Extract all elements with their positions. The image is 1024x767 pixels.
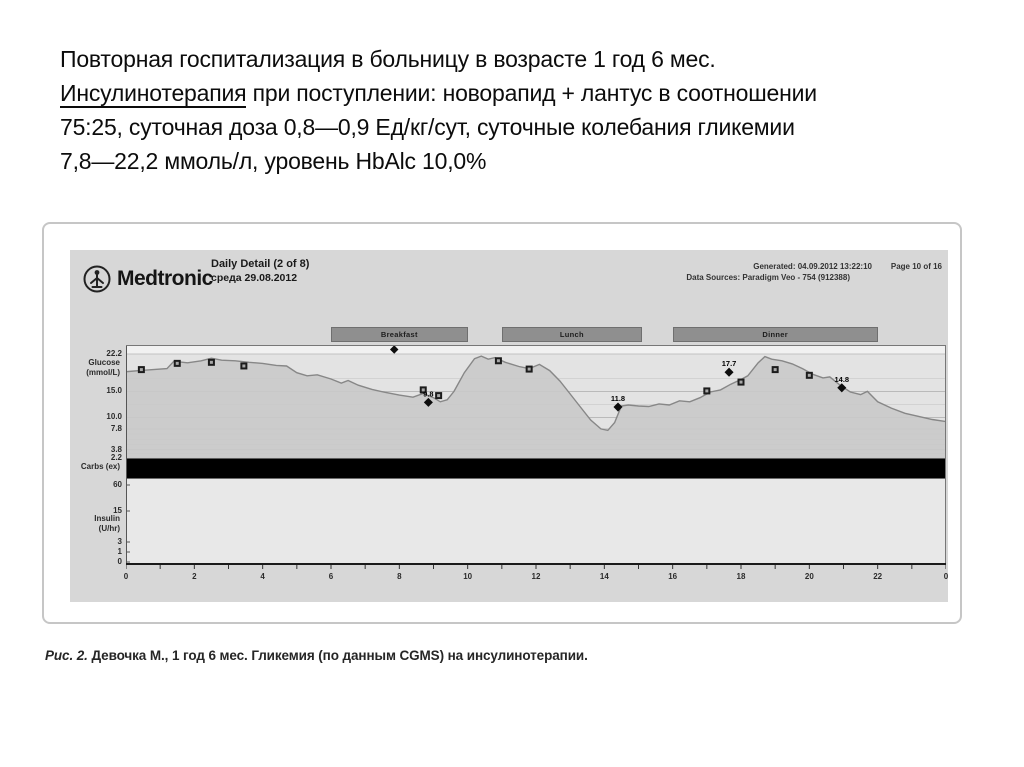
bg-value-label: 14.8 — [834, 374, 850, 384]
glucose-tick-7.8: 7.8 — [110, 423, 122, 433]
underlined-term: Инсулинотерапия — [60, 80, 247, 106]
bg-value-label: 9.8 — [423, 389, 434, 399]
meal-bar-lunch: Lunch — [502, 327, 642, 342]
bg-value-label: 11.8 — [610, 394, 626, 404]
slide-text-line2-rest: при поступлении: новорапид + лантус в соотношении — [246, 80, 817, 106]
lower-tick-1: 1 — [117, 547, 122, 556]
lower-tick-3: 3 — [117, 537, 122, 546]
x-tick-2: 4 — [260, 572, 265, 581]
slide-text-line1: Повторная госпитализация в больницу в возрасте 1 год 6 мес. — [60, 46, 716, 72]
medtronic-wordmark: Medtronic — [117, 267, 213, 290]
report-generated-timestamp: Generated: 04.09.2012 13:22:10 — [753, 262, 872, 271]
x-tick-10: 20 — [804, 572, 814, 581]
x-tick-8: 16 — [668, 572, 678, 581]
figure-caption — [45, 648, 805, 663]
report-page-number: Page 10 of 16 — [890, 262, 942, 271]
slide-text-line4: 7,8—22,2 ммоль/л, уровень HbAlc 10,0% — [60, 148, 487, 174]
x-tick-11: 22 — [873, 572, 883, 581]
slide-text-line2 — [60, 76, 960, 110]
x-tick-9: 18 — [736, 572, 746, 581]
report-date: среда 29.08.2012 — [211, 272, 298, 284]
glucose-axis-label: Glucose (mmol/L) — [86, 358, 120, 377]
glucose-tick-15.0: 15.0 — [106, 386, 122, 396]
x-tick-1: 2 — [192, 572, 197, 581]
report-data-sources: Data Sources: Paradigm Veo - 754 (912388) — [686, 273, 850, 282]
x-tick-5: 10 — [463, 572, 473, 581]
medtronic-logo — [82, 264, 213, 294]
glucose-tick-3.8: 3.8 — [110, 444, 122, 454]
glucose-tick-2.2: 2.2 — [110, 453, 122, 462]
x-tick-12: 0 — [943, 572, 949, 581]
figure-caption-number: Рис. 2. — [45, 648, 88, 663]
cgms-report-panel — [70, 250, 948, 602]
glucose-tick-22.2: 22.2 — [106, 349, 122, 358]
slide-text-block — [60, 42, 960, 178]
x-tick-7: 14 — [599, 572, 609, 581]
lower-tick-15: 15 — [113, 506, 122, 515]
x-tick-4: 8 — [397, 572, 402, 581]
lower-tick-0: 0 — [117, 557, 122, 566]
x-tick-6: 12 — [531, 572, 541, 581]
figure-frame — [42, 222, 962, 624]
carbs-axis-label: Carbs (ex) — [80, 462, 120, 471]
meal-bar-dinner: Dinner — [673, 327, 878, 342]
glucose-tick-10.0: 10.0 — [106, 412, 122, 422]
figure-caption-text: Девочка М., 1 год 6 мес. Гликемия (по данным CGMS) на инсулинотерапии. — [87, 648, 588, 663]
bg-value-label: 17.7 — [721, 359, 737, 369]
medtronic-logo-icon — [82, 264, 112, 294]
carbs-band — [126, 459, 946, 479]
meal-bar-breakfast: Breakfast — [331, 327, 468, 342]
insulin-axis-label: Insulin (U/hr) — [94, 514, 120, 533]
x-tick-3: 6 — [328, 572, 334, 581]
lower-tick-60: 60 — [113, 480, 122, 489]
slide-text-line3: 75:25, суточная доза 0,8—0,9 Ед/кг/сут, суточные колебания гликемии — [60, 114, 795, 140]
glucose-chart-svg — [126, 345, 946, 573]
x-tick-0: 0 — [123, 572, 129, 581]
report-title: Daily Detail (2 of 8) — [211, 258, 310, 270]
